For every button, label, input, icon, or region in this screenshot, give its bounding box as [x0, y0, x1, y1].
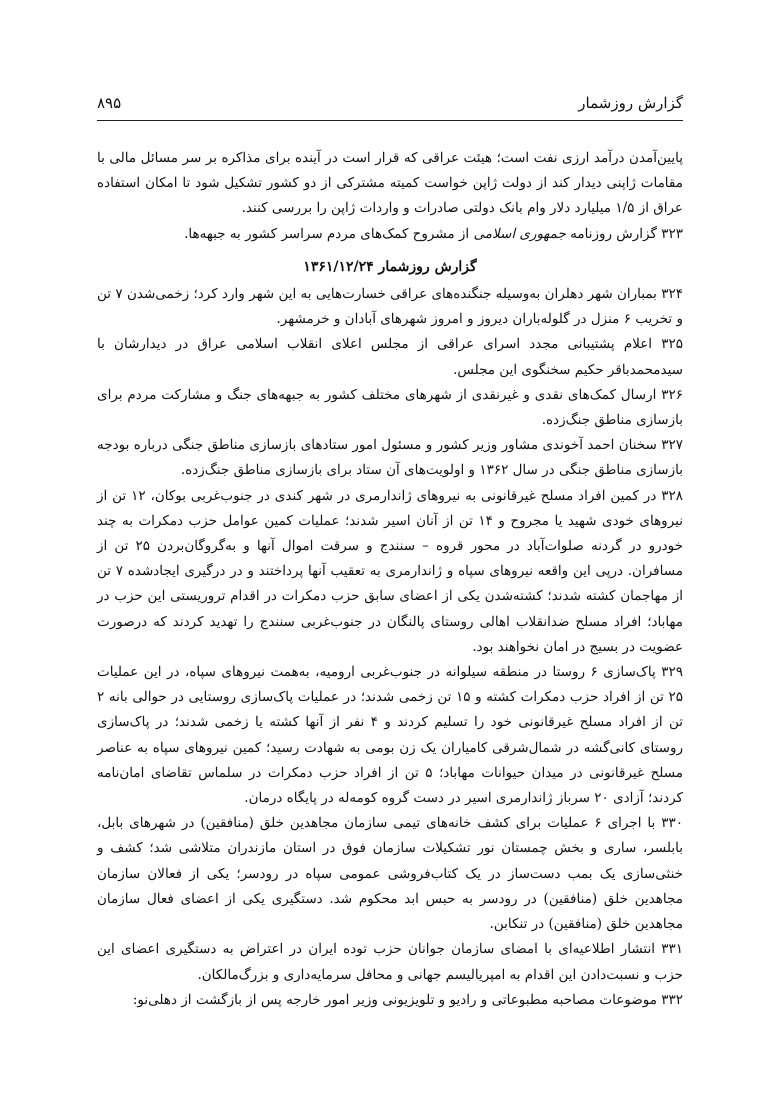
- entry-number: ۳۲۵: [661, 336, 683, 353]
- intro-paragraph: پایین‌آمدن درآمد ارزی نفت است؛ هیئت عراقی که قرار است در آینده برای مذاکره بر سر مسائل مالی با مقامات ژاپنی دیدار کند از دولت ژاپن خواست کمیته مشترکی از دو کشور تشکیل شود تا امکان استفاده عراق از ۱/۵ میلیارد دلار وام بانک دولتی صادرات و واردات ژاپن را بررسی کنند.: [97, 150, 683, 217]
- entry-324: [97, 282, 683, 332]
- entry-text: انتشار اطلاعیه‌ای با امضای سازمان جوانان حزب توده ایران در اعتراض به دستگیری اعضای این حزب و نسبت‌دادن این اقدام به امپریالیسم جهانی و محافل سرمایه‌داری و بزرگ‌مالکان.: [97, 941, 683, 983]
- page-number: ۸۹۵: [97, 94, 122, 112]
- entry-331: [97, 937, 683, 987]
- page-content: [97, 146, 683, 1013]
- page-header: [97, 92, 683, 121]
- entry-number: ۳۳۱: [661, 941, 683, 958]
- entry-text: با اجرای ۶ عملیات برای کشف خانه‌های تیمی سازمان مجاهدین خلق (منافقین) در شهرهای بابل، بابلسر، ساری و بخش چمستان نور تشکیلات سازمان فوق در استان مازندران متلاشی شد؛ کشف و خنثی‌سازی یک بمب دست‌ساز در یک کتاب‌فروشی عمومی سپاه در رودسر؛ یکی از فعالان سازمان مجاهدین خلق (منافقین) در رودسر به حبس ابد محکوم شد. دستگیری یکی از اعضای فعال سازمان مجاهدین خلق (منافقین) در تنکابن.: [97, 815, 683, 933]
- newspaper-name: جمهوری اسلامی: [473, 225, 566, 242]
- entry-text: در کمین افراد مسلح غیرقانونی به نیروهای ژاندارمری در شهر کندی در جنوب‌غربی بوکان، ۱۲ تن از نیروهای خودی شهید یا مجروح و ۱۴ تن از آنان اسیر شدند؛ عملیات کمین عوامل حزب دمکرات به چند خودرو در گردنه صلوات‌آباد در محور قروه – سنندج و سرقت اموال آنها و به‌گروگان‌بردن ۲۵ تن از مسافران. درپی این واقعه نیروهای سپاه و ژاندارمری به تعقیب آنها پرداختند و در درگیری ایجادشده ۷ تن از مهاجمان کشته شدند؛ کشته‌شدن یکی از اعضای سابق حزب دمکرات در اقدام تروریستی این حزب در مهاباد؛ افراد مسلح ضدانقلاب اهالی روستای پالنگان در جنوب‌غربی سنندج را تهدید کردند که درصورت عضویت در بسیج در امان نخواهند بود.: [97, 487, 683, 655]
- entry-text: پاک‌سازی ۶ روستا در منطقه سیلوانه در جنوب‌غربی ارومیه، به‌همت نیروهای سپاه، در این عملیات ۲۵ تن از افراد حزب دمکرات کشته و ۱۵ تن زخمی شدند؛ در عملیات پاک‌سازی روستایی در حوالی بانه ۲ تن از افراد مسلح غیرقانونی خود را تسلیم کردند و ۴ نفر از آنها کشته یا زخمی شدند؛ در پاک‌سازی روستای کانی‌گشه در شمال‌شرقی کامیاران یک زن بومی به شهادت رسید؛ کمین نیروهای سپاه به عناصر مسلح غیرقانونی در میدان حیوانات مهاباد؛ ۵ تن از افراد حزب دمکرات در سلماس تقاضای امان‌نامه کردند؛ آزادی ۲۰ سرباز ژاندارمری اسیر در دست گروه کومه‌له در پایگاه درمان.: [97, 664, 683, 807]
- entry-328: [97, 484, 683, 660]
- entry-number: ۳۲۴: [661, 286, 683, 303]
- entry-323: [97, 222, 683, 247]
- entry-332: [97, 988, 683, 1013]
- entry-325: [97, 332, 683, 382]
- entry-text: اعلام پشتیبانی مجدد اسرای عراقی از مجلس اعلای انقلاب اسلامی عراق در دیدارشان با سیدمحمدباقر حکیم سخنگوی این مجلس.: [97, 336, 683, 378]
- entry-329: [97, 660, 683, 811]
- entry-text: بمباران شهر دهلران به‌وسیله جنگنده‌های عراقی خسارت‌هایی به این شهر وارد کرد؛ زخمی‌شدن ۷ تن و تخریب ۶ منزل در گلوله‌باران دیروز و امروز شهرهای آبادان و خرمشهر.: [97, 286, 683, 328]
- entry-326: [97, 383, 683, 433]
- entry-text-before: گزارش روزنامه: [570, 225, 657, 242]
- entry-number: ۳۳۲: [661, 991, 683, 1008]
- running-title: گزارش روزشمار: [578, 94, 683, 112]
- entry-text: موضوعات مصاحبه مطبوعاتی و رادیو و تلویزیونی وزیر امور خارجه پس از بازگشت از دهلی‌نو:: [132, 991, 657, 1008]
- entry-number: ۳۳۰: [661, 815, 683, 832]
- entry-330: [97, 811, 683, 937]
- entry-number: ۳۲۶: [661, 386, 683, 403]
- entry-text-after: از مشروح کمک‌های مردم سراسر کشور به جبهه‌ها.: [184, 225, 470, 242]
- section-title: گزارش روزشمار ۱۳۶۱/۱۲/۲۴: [303, 258, 477, 275]
- entry-text: سخنان احمد آخوندی مشاور وزیر کشور و مسئول امور ستادهای بازسازی مناطق جنگی درباره بودجه بازسازی مناطق جنگی در سال ۱۳۶۲ و اولویت‌های آن ستاد برای بازسازی مناطق جنگ‌زده.: [97, 437, 683, 479]
- entry-number: ۳۲۷: [661, 437, 683, 454]
- entry-327: [97, 433, 683, 483]
- entry-number: ۳۲۸: [661, 487, 683, 504]
- entry-number: ۳۲۹: [661, 664, 683, 681]
- entry-text: ارسال کمک‌های نقدی و غیرنقدی از شهرهای مختلف کشور به جبهه‌های جنگ و مشارکت مردم برای بازسازی مناطق جنگ‌زده.: [97, 386, 683, 429]
- entry-number: ۳۲۳: [661, 225, 683, 242]
